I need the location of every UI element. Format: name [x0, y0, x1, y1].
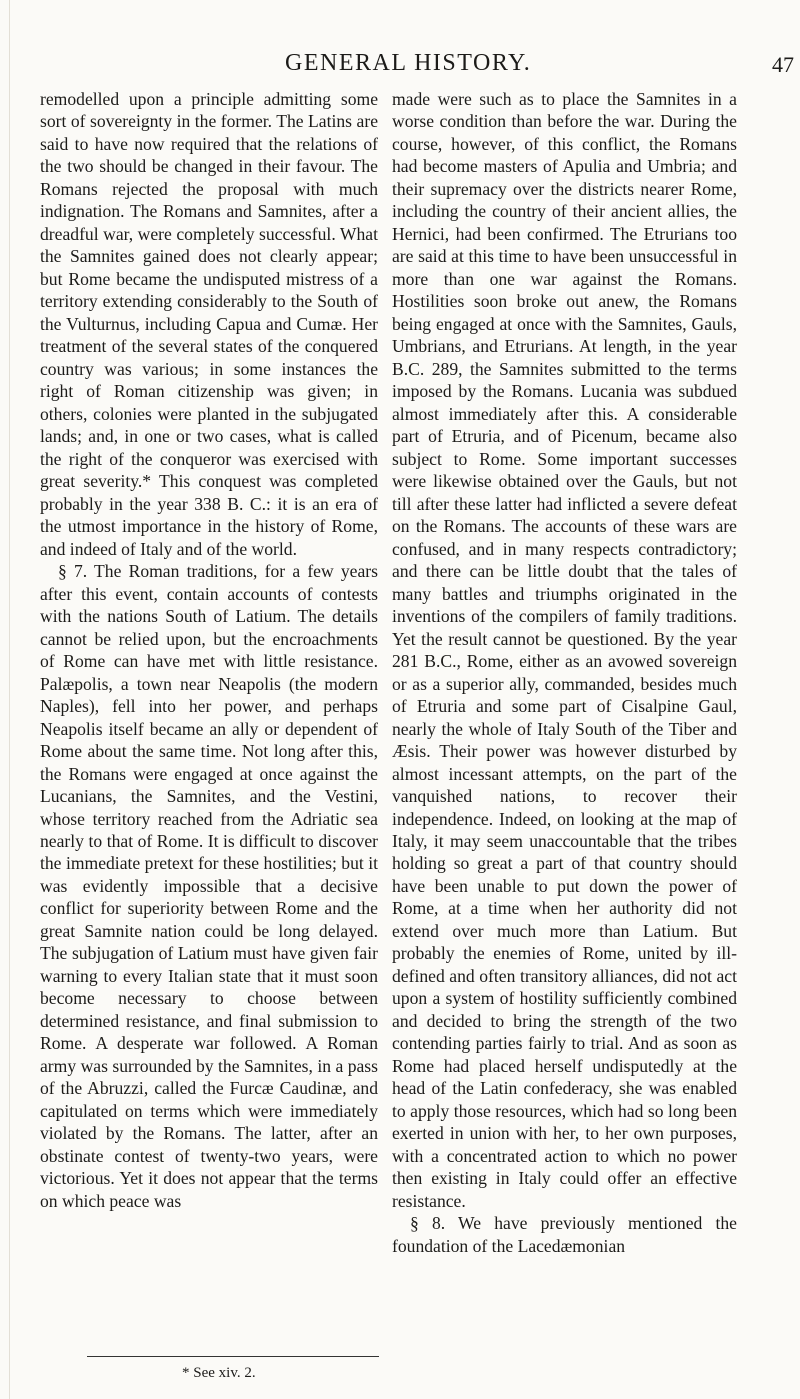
paragraph-section-7: § 7. The Roman traditions, for a few years after this event, contain accounts of contests with the nations South of Latium. The details cannot be relied upon, but the encroachments of Rome can have met with little resistance. Palæpolis, a town near Neapolis (the modern Naples), fell into her power, and perhaps Neapolis itself became an ally or dependent of Rome about the same time. Not long after this, the Romans were engaged at once against the Lucanians, the Samnites, and the Vestini, whose territory reached from the Adriatic sea nearly to that of Rome. It is difficult to discover the immediate pretext for these hostilities; but it was evidently impossible that a decisive conflict for superiority between Rome and the great Samnite nation could be long delayed. The subjugation of Latium must have given fair warning to every Italian state that it must soon become necessary to choose between determined resistance, and final submission to Rome. A desperate war followed. A Roman army was surrounded by the Samnites, in a pass of the Abruzzi, called the Furcæ Caudinæ, and capitulated on terms which were immediately violated by the Romans. The latter, after an obstinate contest of twenty-two years, were victorious. Yet it does not appear that the terms on which peace was	[40, 561, 378, 1211]
paragraph: remodelled upon a principle admitting some sort of sovereignty in the former. The Latins are said to have now required that the relations of the two should be changed in their favour. The Romans rejected the proposal with much indignation. The Romans and Samnites, after a dreadful war, were completely successful. What the Samnites gained does not clearly appear; but Rome became the undisputed mistress of a territory extending considerably to the South of the Vulturnus, including Capua and Cumæ. Her treatment of the several states of the conquered country was various; in some instances the right of Roman citizenship was given; in others, colonies were planted in the subjugated lands; and, in one or two cases, what is called the right of the conqueror was exercised with great severity.* This conquest was completed probably in the year 338 B. C.: it is an era of the utmost importance in the history of Rome, and indeed of Italy and of the world.	[40, 89, 378, 559]
footnote-rule	[87, 1356, 379, 1357]
running-head	[40, 50, 800, 82]
running-head-title: GENERAL HISTORY.	[285, 50, 532, 76]
paragraph-section-8: § 8. We have previously mentioned the foundation of the Lacedæmonian	[392, 1213, 737, 1256]
footnote: * See xiv. 2.	[182, 1365, 256, 1381]
page-number: 47	[772, 52, 794, 77]
left-column	[40, 88, 378, 1212]
page-edge-line	[9, 0, 10, 1399]
paragraph: made were such as to place the Samnites in a worse condition than before the war. During the course, however, of this conflict, the Romans had become masters of Apulia and Umbria; and their supremacy over the districts nearer Rome, including the country of their ancient allies, the Hernici, had been confirmed. The Etrurians too are said at this time to have been unsuccessful in more than one war against the Romans. Hostilities soon broke out anew, the Romans being engaged at once with the Samnites, Gauls, Umbrians, and Etrurians. At length, in the year B.C. 289, the Samnites submitted to the terms imposed by the Romans. Lucania was subdued almost immediately after this. A considerable part of Etruria, and of Picenum, became also subject to Rome. Some important successes were likewise obtained over the Gauls, but not till after these latter had inflicted a severe defeat on the Romans. The accounts of these wars are confused, and in many respects contradictory; and there can be little doubt that the tales of many battles and triumphs originated in the inventions of the compilers of family traditions. Yet the result cannot be questioned. By the year 281 B.C., Rome, either as an avowed sovereign or as a superior ally, commanded, besides much of Etruria and some part of Cisalpine Gaul, nearly the whole of Italy South of the Tiber and Æsis. Their power was however disturbed by almost incessant attempts, on the part of the vanquished nations, to recover their independence. Indeed, on looking at the map of Italy, it may seem unaccountable that the tribes holding so great a part of that country should have been unable to put down the power of Rome, at a time when her authority did not extend over much more than Latium. But probably the enemies of Rome, united by ill-defined and often transitory alliances, did not act upon a system of hostility sufficiently combined and decided to bring the strength of the two contending parties fairly to trial. And as soon as Rome had placed herself undisputedly at the head of the Latin confederacy, she was enabled to apply those resources, which had so long been exerted in union with her, to her own purposes, with a concentrated action to which no power then existing in Italy could offer an effective resistance.	[392, 89, 737, 1211]
right-column	[392, 88, 737, 1257]
